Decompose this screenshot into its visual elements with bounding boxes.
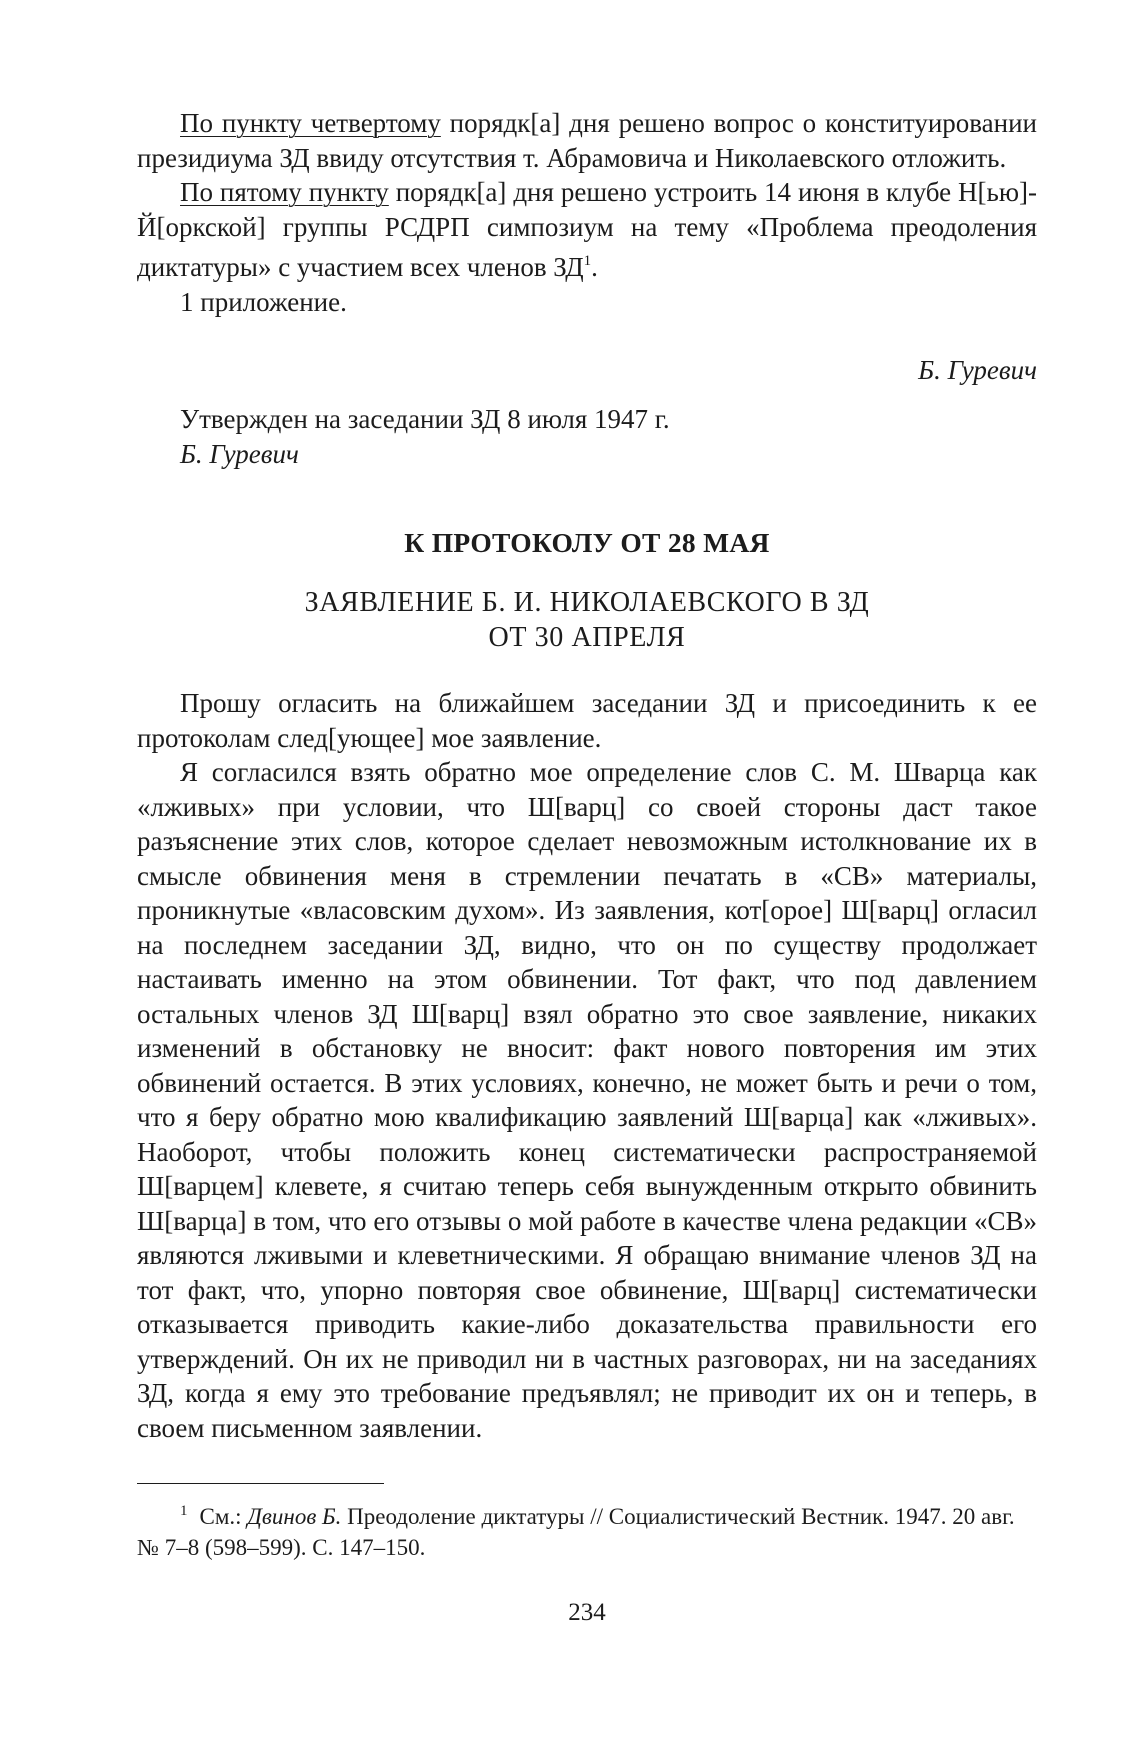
point-four-underlined: По пункту четвертому: [180, 108, 441, 138]
paragraph-point-five: [137, 175, 1037, 285]
footnote-divider: [137, 1483, 384, 1484]
point-five-end: .: [591, 252, 598, 282]
point-four-text: порядк[а] дня решено вопрос о конституировании президиума ЗД ввиду отсутствия т. Абрамовича и Николаевского отложить.: [137, 108, 1037, 173]
statement-body: [137, 686, 1037, 1445]
body-paragraph-2: Я согласился взять обратно мое определение слов С. М. Шварца как «лживых» при условии, что Ш[варц] со своей стороны даст такое разъяснение этих слов, которое сделает невозможным истолкнование их в смысле обвинения меня в стремлении печатать в «СВ» материалы, проникнутые «власовским духом». Из заявления, кот[орое] Ш[варц] огласил на последнем заседании ЗД, видно, что он по существу продолжает настаивать именно на этом обвинении. Тот факт, что под давлением остальных членов ЗД Ш[варц] взял обратно это свое заявление, никаких изменений в обстановку не вносит: факт нового повторения им этих обвинений остается. В этих условиях, конечно, не может быть и речи о том, что я беру обратно мою квалификацию заявлений Ш[варца] как «лживых». Наоборот, чтобы положить конец систематически распространяемой Ш[варцем] клевете, я считаю теперь себя вынужденным открыто обвинить Ш[варца] в том, что его отзывы о мой работе в качестве члена редакции «СВ» являются лживыми и клеветническими. Я обращаю внимание членов ЗД на тот факт, что, упорно повторяя свое обвинение, Ш[варц] систематически отказывается приводить какие-либо доказательства правильности его утверждений. Он их не приводил ни в частных разговорах, ни на заседаниях ЗД, когда я ему это требование предъявлял; не приводит их он и теперь, в своем письменном заявлении.: [137, 757, 1037, 1443]
footnote: [137, 1496, 1037, 1563]
footnote-mark: 1: [180, 1503, 188, 1519]
approval-signature: Б. Гуревич: [180, 438, 299, 469]
section-subheading: [137, 585, 1037, 655]
subheading-line-2: ОТ 30 АПРЕЛЯ: [488, 622, 686, 653]
top-text-block: [137, 106, 1037, 319]
subheading-line-1: ЗАЯВЛЕНИЕ Б. И. НИКОЛАЕВСКОГО В ЗД: [304, 587, 870, 618]
attachment-note: 1 приложение.: [180, 286, 347, 317]
approval-block: [180, 402, 670, 471]
body-paragraph-1: Прошу огласить на ближайшем заседании ЗД и присоединить к ее протоколам след[ующее] мое заявление.: [137, 688, 1037, 753]
footnote-rest: Преодоление диктатуры // Социалистический Вестник. 1947. 20 авг. № 7–8 (598–599). С. 147–150.: [137, 1504, 1015, 1560]
signature-right: Б. Гуревич: [918, 355, 1037, 385]
footnote-author: Двинов Б.: [247, 1504, 342, 1529]
page-number: 234: [568, 1599, 606, 1626]
section-heading: К ПРОТОКОЛУ ОТ 28 МАЯ: [404, 527, 770, 558]
footnote-reference: 1: [583, 253, 592, 269]
approval-text: Утвержден на заседании ЗД 8 июля 1947 г.: [180, 404, 670, 434]
point-five-underlined: По пятому пункту: [180, 177, 389, 207]
point-five-text: порядк[а] дня решено устроить 14 июня в клубе Н[ью]-Й[оркской] группы РСДРП симпозиум на тему «Проблема преодоления диктатуры» с участием всех членов ЗД: [137, 177, 1037, 282]
paragraph-point-four: [137, 106, 1037, 175]
footnote-prefix: См.:: [199, 1504, 248, 1529]
footnote-text: [137, 1496, 1037, 1563]
